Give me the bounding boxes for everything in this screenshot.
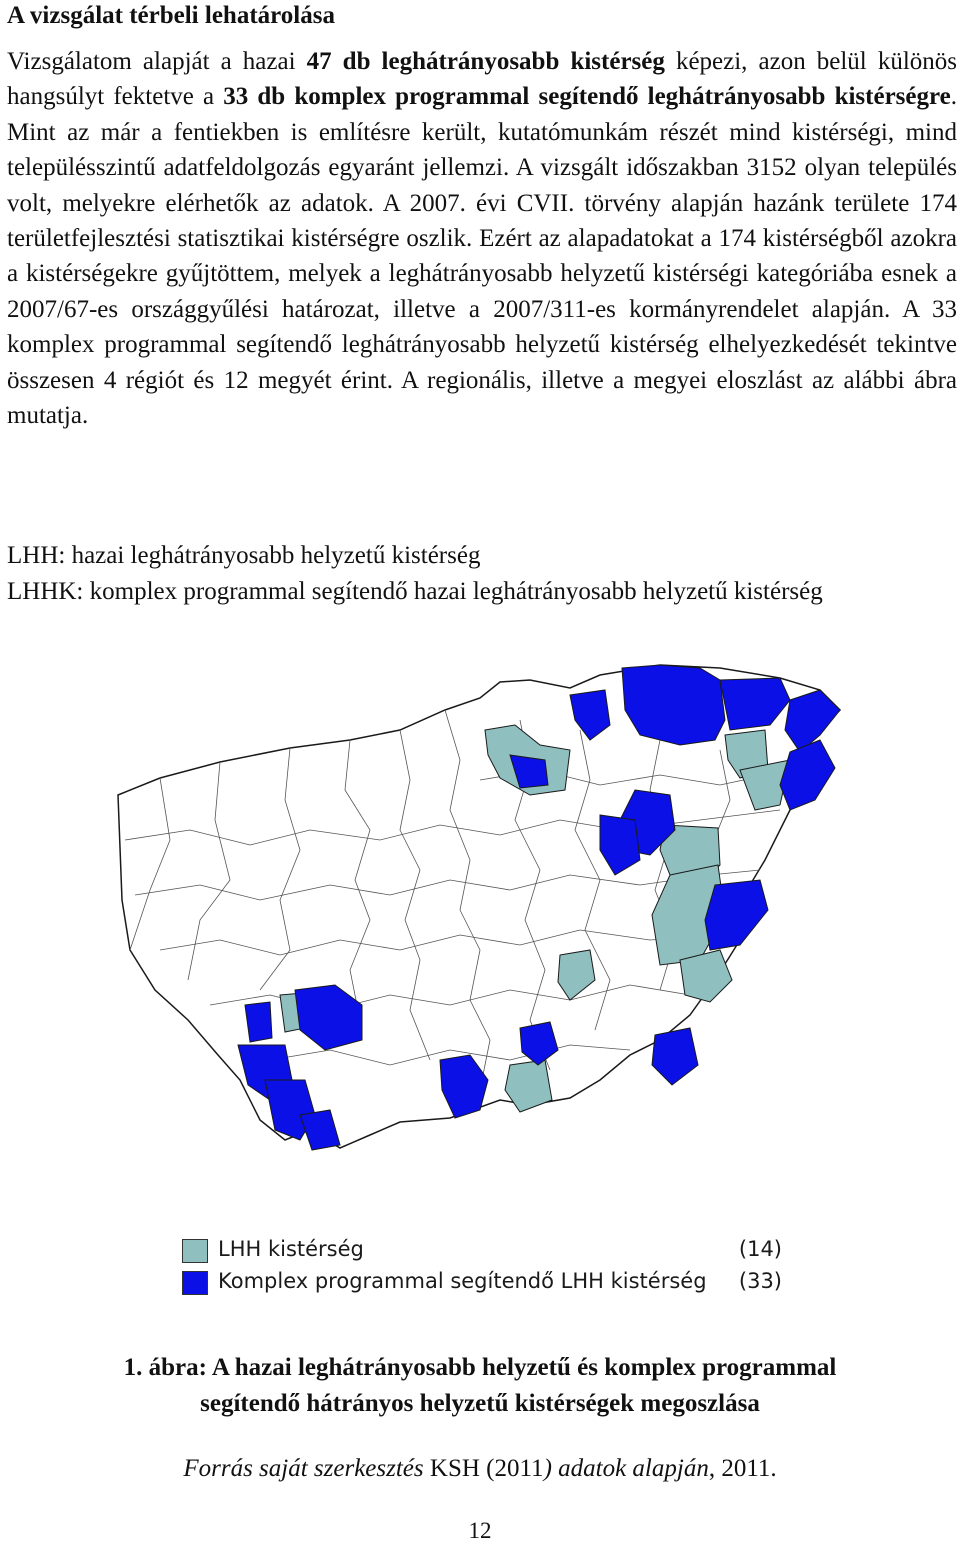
definition-lhhk: LHHK: komplex programmal segítendő hazai leghátrányosabb helyzetű kistérség	[7, 578, 823, 605]
legend-count-lhhk: (33)	[738, 1269, 782, 1293]
hungary-micro-region-map	[100, 660, 900, 1180]
abbreviation-definitions	[7, 538, 957, 610]
legend-swatch-lhhk	[182, 1271, 208, 1295]
lhhk-region	[652, 1028, 698, 1085]
paragraph-text-1: Vizsgálatom alapját a hazai	[7, 48, 307, 75]
lhhk-region	[705, 880, 768, 950]
figure-source	[0, 1455, 960, 1483]
paragraph-bold-2: 33 db komplex programmal segítendő leghátrányosabb kistérségre	[223, 83, 951, 111]
source-normal-2: , 2011.	[708, 1455, 777, 1482]
legend-count-lhh: (14)	[738, 1237, 782, 1261]
caption-line-2: segítendő hátrányos helyzetű kistérségek megoszlása	[200, 1390, 760, 1417]
body-paragraph	[7, 44, 957, 433]
caption-line-1: 1. ábra: A hazai leghátrányosabb helyzetű és komplex programmal	[123, 1354, 837, 1381]
source-normal-1: KSH (2011	[423, 1455, 544, 1482]
section-heading: A vizsgálat térbeli lehatárolása	[7, 2, 335, 29]
legend-label-lhh: LHH kistérség	[218, 1237, 364, 1261]
map-legend	[182, 1236, 782, 1300]
lhh-region	[505, 1060, 552, 1112]
legend-swatch-lhh	[182, 1239, 208, 1263]
legend-label-lhhk: Komplex programmal segítendő LHH kistérség	[218, 1269, 707, 1293]
page-number: 12	[468, 1518, 492, 1543]
figure-caption	[0, 1350, 960, 1422]
source-italic-2: ) adatok alapján	[543, 1455, 709, 1482]
legend-item-lhh	[182, 1236, 782, 1268]
paragraph-bold-1: 47 db leghátrányosabb kistérség	[306, 48, 665, 75]
definition-lhh: LHH: hazai leghátrányosabb helyzetű kistérség	[7, 542, 481, 569]
legend-item-lhhk	[182, 1268, 782, 1300]
source-italic-1: Forrás saját szerkesztés	[183, 1455, 424, 1482]
paragraph-text-2: képezi, azon belül különös hangsúlyt fektetve a	[7, 48, 958, 111]
lhhk-region	[245, 1002, 272, 1042]
paragraph-text-3: . Mint az már a fentiekben is említésre került, kutatómunkám részét mind kistérségi, mind településszintű adatfeldolgozás egyaránt jellemzi. A vizsgált időszakban 3152 olyan település volt, melyekre elérhetők az adatok. A 2007. évi CVII. törvény alapján hazánk területe 174 területfejlesztési statisztikai kistérségre oszlik. Ezért az alapadatokat a 174 kistérségből azokra a kistérségekre gyűjtöttem, melyek a leghátrányosabb helyzetű kistérségi kategóriába esnek a 2007/67-es országgyűlési határozat, illetve a 2007/311-es kormányrendelet alapján. A 33 komplex programmal segítendő leghátrányosabb helyzetű kistérség elhelyezkedését tekintve összesen 4 régiót és 12 megyét érint. A regionális, illetve a megyei eloszlást az alábbi ábra mutatja.	[7, 83, 957, 430]
